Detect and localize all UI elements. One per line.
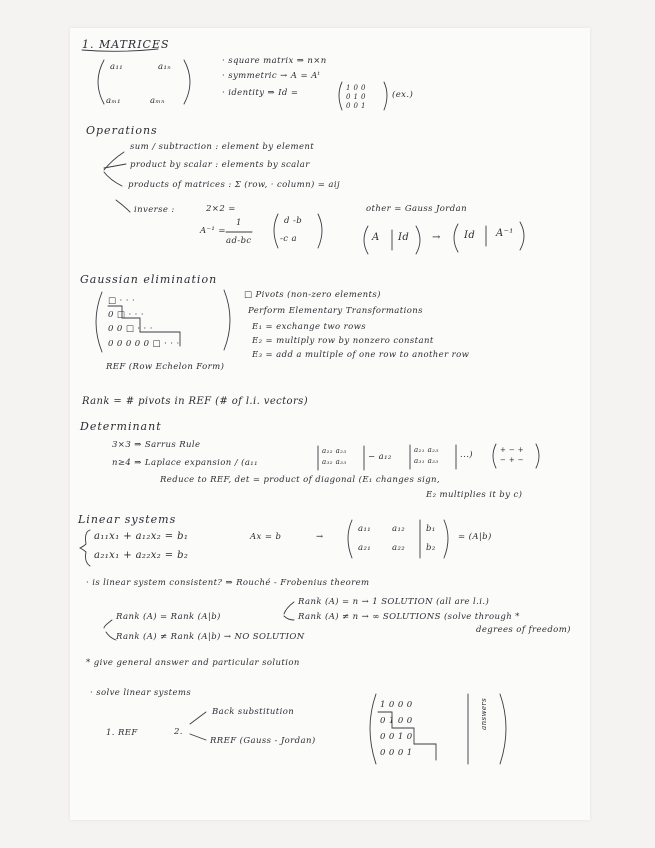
matrix-amn: aₘₙ — [150, 96, 165, 106]
e1-note: E₁ = exchange two rows — [252, 322, 367, 332]
degrees-of-freedom: degrees of freedom) — [476, 625, 571, 635]
minor-2-row-1: a₂₁ a₂₃ — [414, 446, 439, 454]
rref-row-1: 1 0 0 0 — [380, 700, 413, 710]
aug-r1c3: b₁ — [426, 524, 436, 534]
op-inverse-label: inverse : — [134, 205, 175, 215]
aug-r2c2: a₂₂ — [392, 543, 406, 553]
rref-row-4: 0 0 0 1 — [380, 748, 413, 758]
square-matrix-note: · square matrix ⇒ n×n — [222, 56, 327, 66]
aug-r2c3: b₂ — [426, 543, 436, 553]
ref-row-1: □ · · · — [108, 296, 136, 306]
answers-label: answers — [480, 697, 488, 730]
gj-left-id: Id — [398, 232, 410, 243]
rank-not-n-case: Rank (A) ≠ n → ∞ SOLUTIONS (solve through * — [298, 612, 520, 622]
identity-row-1: 1 0 0 — [346, 84, 366, 92]
inverse-lhs: A⁻¹ = — [200, 226, 226, 236]
inverse-denominator: ad-bc — [226, 236, 252, 246]
general-answer-note: * give general answer and particular solution — [86, 658, 300, 668]
ref-label: REF (Row Echelon Form) — [106, 362, 225, 372]
step-1-ref: 1. REF — [106, 728, 138, 738]
augmented-label: = (A|b) — [458, 532, 492, 542]
op-two-by-two: 2×2 = — [206, 204, 236, 214]
rank-line: Rank = # pivots in REF (# of l.i. vectors) — [82, 396, 308, 407]
rank-equal-case: Rank (A) = Rank (A|b) — [116, 612, 221, 622]
inverse-matrix-row-2: -c a — [280, 234, 298, 244]
gj-right-id: Id — [464, 230, 476, 241]
matrix-a11: a₁₁ — [110, 62, 124, 72]
inverse-numerator: 1 — [236, 218, 242, 228]
gj-left-a: A — [372, 232, 380, 243]
section-title-operations: Operations — [86, 124, 158, 137]
rref-row-2: 0 1 0 0 — [380, 716, 413, 726]
ref-row-3: 0 0 □ · · · — [108, 324, 153, 334]
ref-row-2: 0 □ · · · — [108, 310, 144, 320]
ref-row-4: 0 0 0 0 0 □ · · · — [108, 339, 180, 349]
back-substitution: Back substitution — [212, 707, 295, 717]
identity-example: (ex.) — [392, 90, 414, 100]
solve-linear-systems: · solve linear systems — [90, 688, 192, 698]
ax-equals-b: Ax = b — [250, 532, 282, 542]
rank-unequal-case: Rank (A) ≠ Rank (A|b) → NO SOLUTION — [116, 632, 305, 642]
linear-arrow: → — [316, 532, 324, 542]
aug-r2c1: a₂₁ — [358, 543, 372, 553]
sign-pattern-row-1: + − + — [500, 446, 525, 454]
rref-row-3: 0 0 1 0 — [380, 732, 413, 742]
minor-1-row-2: a₃₂ a₃₃ — [322, 458, 347, 466]
reduce-note-continued: E₂ multiplies it by c) — [426, 490, 523, 500]
equation-2: a₂₁x₁ + a₂₂x₂ = b₂ — [94, 550, 189, 561]
equation-1: a₁₁x₁ + a₁₂x₂ = b₁ — [94, 531, 189, 542]
section-title-determinant: Determinant — [80, 420, 162, 433]
laplace-dots: ...) — [460, 450, 474, 460]
aug-r1c1: a₁₁ — [358, 524, 372, 534]
step-2-label: 2. — [174, 727, 183, 737]
section-title-gaussian: Gaussian elimination — [80, 273, 218, 286]
e3-note: E₃ = add a multiple of one row to another row — [252, 350, 470, 360]
rank-n-case: Rank (A) = n → 1 SOLUTION (all are l.i.) — [298, 597, 490, 607]
op-product-scalar: product by scalar : elements by scalar — [130, 160, 310, 170]
op-sum: sum / subtraction : element by element — [130, 142, 315, 152]
aug-r1c2: a₁₂ — [392, 524, 406, 534]
perform-transformations: Perform Elementary Transformations — [248, 306, 423, 316]
consistency-question: · is linear system consistent? ⇒ Rouché - Frobenius theorem — [86, 578, 370, 588]
matrix-a1n: a₁ₙ — [158, 62, 172, 72]
minor-2-row-2: a₃₁ a₃₃ — [414, 457, 439, 465]
identity-row-3: 0 0 1 — [346, 102, 366, 110]
e2-note: E₂ = multiply row by nonzero constant — [252, 336, 434, 346]
op-product-matrices: products of matrices : Σ (row, · column) = aij — [128, 180, 341, 190]
sign-pattern-row-2: − + − — [500, 456, 525, 464]
gj-arrow: → — [432, 232, 441, 243]
reduce-note: Reduce to REF, det = product of diagonal (E₁ changes sign, — [160, 475, 441, 485]
pivots-note: □ Pivots (non-zero elements) — [244, 290, 381, 300]
gauss-jordan-note: other = Gauss Jordan — [366, 204, 467, 214]
matrix-am1: aₘ₁ — [106, 96, 121, 106]
symmetric-note: · symmetric → A = Aᵗ — [222, 71, 321, 81]
identity-row-2: 0 1 0 — [346, 93, 366, 101]
inverse-matrix-row-1: d -b — [284, 216, 303, 226]
gj-right-inverse: A⁻¹ — [496, 228, 514, 239]
minus-a12: − a₁₂ — [368, 452, 392, 462]
minor-1-row-1: a₂₂ a₂₃ — [322, 447, 347, 455]
identity-note: · identity ⇒ Id = — [222, 88, 299, 98]
sarrus-note: 3×3 ⇒ Sarrus Rule — [112, 440, 201, 450]
section-title-linear-systems: Linear systems — [78, 513, 177, 526]
section-title-matrices: 1. MATRICES — [82, 38, 170, 51]
step-rref: RREF (Gauss - Jordan) — [210, 736, 316, 746]
laplace-note: n≥4 ⇒ Laplace expansion / (a₁₁ — [112, 458, 258, 468]
